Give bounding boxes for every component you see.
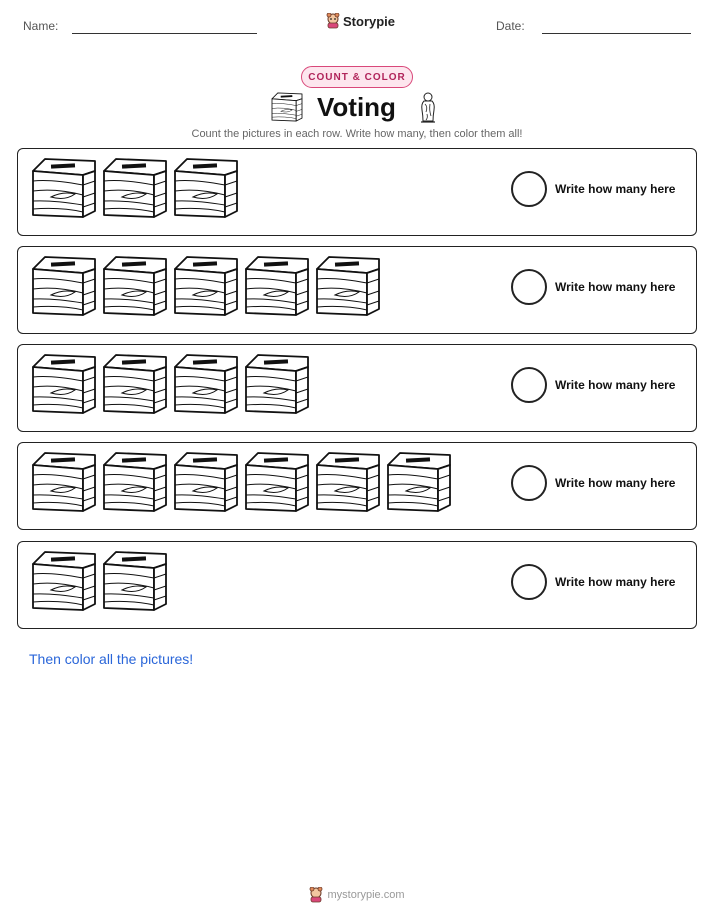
answer-prompt: Write how many here	[555, 378, 676, 392]
statue-icon	[417, 92, 439, 124]
counting-row	[17, 344, 697, 432]
picture-group	[31, 353, 310, 417]
ballot-box-icon[interactable]	[173, 353, 239, 415]
ballot-box-icon[interactable]	[315, 255, 381, 317]
answer-circle[interactable]	[511, 171, 547, 207]
answer-prompt: Write how many here	[555, 575, 676, 589]
answer-circle[interactable]	[511, 269, 547, 305]
storypie-mascot-icon	[326, 13, 340, 29]
title-row	[0, 92, 714, 126]
ballot-box-icon	[270, 92, 304, 122]
answer-prompt: Write how many here	[555, 476, 676, 490]
ballot-box-icon[interactable]	[31, 451, 97, 513]
ballot-box-icon[interactable]	[31, 255, 97, 317]
instructions: Count the pictures in each row. Write how many, then color them all!	[191, 128, 523, 140]
ballot-box-icon[interactable]	[102, 451, 168, 513]
counting-row	[17, 148, 697, 236]
ballot-box-icon[interactable]	[244, 255, 310, 317]
ballot-box-icon[interactable]	[31, 157, 97, 219]
ballot-box-icon[interactable]	[173, 451, 239, 513]
counting-row	[17, 442, 697, 530]
ballot-box-icon[interactable]	[31, 353, 97, 415]
ballot-box-icon[interactable]	[102, 157, 168, 219]
storypie-logo	[326, 13, 395, 29]
ballot-box-icon[interactable]	[173, 255, 239, 317]
ballot-box-icon[interactable]	[102, 353, 168, 415]
date-label: Date:	[496, 19, 525, 33]
picture-group	[31, 550, 168, 614]
counting-row	[17, 541, 697, 629]
page-title: Voting	[317, 92, 396, 122]
site-footer	[0, 887, 714, 903]
worksheet-header	[0, 0, 714, 50]
footer-note: Then color all the pictures!	[29, 651, 194, 667]
ballot-box-icon[interactable]	[31, 550, 97, 612]
storypie-mascot-icon	[309, 887, 323, 903]
category-badge: COUNT & COLOR	[301, 66, 413, 88]
picture-group	[31, 157, 239, 221]
ballot-box-icon[interactable]	[102, 550, 168, 612]
site-url: mystorypie.com	[327, 889, 405, 901]
ballot-box-icon[interactable]	[315, 451, 381, 513]
ballot-box-icon[interactable]	[173, 157, 239, 219]
answer-prompt: Write how many here	[555, 182, 676, 196]
ballot-box-icon[interactable]	[244, 353, 310, 415]
name-label: Name:	[23, 19, 59, 33]
brand-name: Storypie	[343, 13, 396, 29]
picture-group	[31, 255, 381, 319]
name-line[interactable]	[72, 33, 257, 34]
counting-row	[17, 246, 697, 334]
answer-circle[interactable]	[511, 465, 547, 501]
ballot-box-icon[interactable]	[386, 451, 452, 513]
ballot-box-icon[interactable]	[102, 255, 168, 317]
picture-group	[31, 451, 452, 515]
answer-prompt: Write how many here	[555, 280, 676, 294]
answer-circle[interactable]	[511, 564, 547, 600]
date-line[interactable]	[542, 33, 691, 34]
ballot-box-icon[interactable]	[244, 451, 310, 513]
answer-circle[interactable]	[511, 367, 547, 403]
